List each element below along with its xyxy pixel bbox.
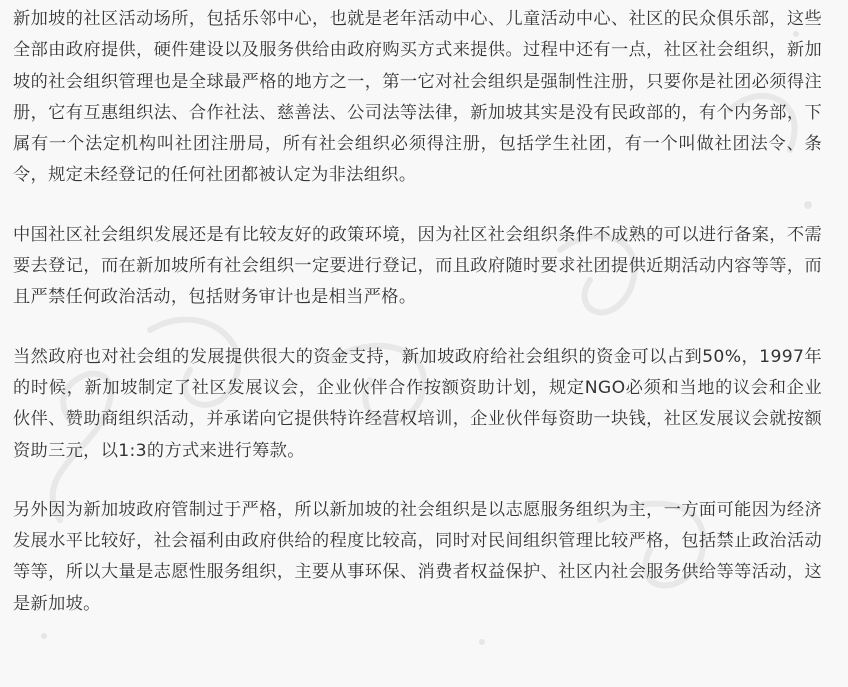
article-paragraph: 新加坡的社区活动场所，包括乐邻中心，也就是老年活动中心、儿童活动中心、社区的民众俱乐部，这些全部由政府提供，硬件建设以及服务供给由政府购买方式来提供。过程中还有一点，社区社会组织，新加坡的社会组织管理也是全球最严格的地方之一，第一它对社会组织是强制性注册，只要你是社团必须得注册，它有互惠组织法、合作社法、慈善法、公司法等法律，新加坡其实是没有民政部的，有个内务部，下属有一个法定机构叫社团注册局，所有社会组织必须得注册，包括学生社团，有一个叫做社团法令、条令，规定未经登记的任何社团都被认定为非法组织。 [13,9,822,186]
article-paragraph: 中国社区社会组织发展还是有比较友好的政策环境，因为社区社会组织条件不成熟的可以进行备案，不需要去登记，而在新加坡所有社会组织一定要进行登记，而且政府随时要求社团提供近期活动内容等等，而且严禁任何政治活动，包括财务审计也是相当严格。 [13,224,822,308]
article-paragraph: 另外因为新加坡政府管制过于严格，所以新加坡的社会组织是以志愿服务组织为主，一方面可能因为经济发展水平比较好，社会福利由政府供给的程度比较高，同时对民间组织管理比较严格，包括禁止政治活动等等，所以大量是志愿性服务组织，主要从事环保、消费者权益保护、社区内社会服务供给等等活动，这是新加坡。 [13,499,822,614]
article-paragraph: 当然政府也对社会组的发展提供很大的资金支持，新加坡政府给社会组织的资金可以占到50%，1997年的时候，新加坡制定了社区发展议会，企业伙伴合作按额资助计划，规定NGO必须和当地的议会和企业伙伴、赞助商组织活动，并承诺向它提供特许经营权培训，企业伙伴每资助一块钱，社区发展议会就按额资助三元，以1:3的方式来进行筹款。 [13,346,822,461]
